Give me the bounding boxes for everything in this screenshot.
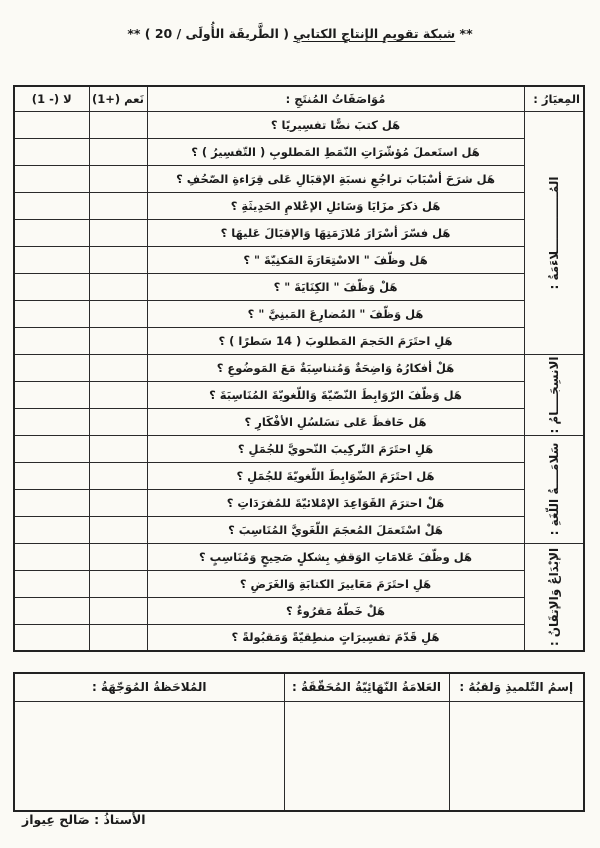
no-cell[interactable] bbox=[14, 435, 89, 462]
criterion-label: سَلامَــــةُ اللّغَةِ : bbox=[546, 442, 561, 536]
remark-label: المُلاحَظةُ المُوَجّهَةُ : bbox=[14, 673, 284, 701]
remark-field[interactable] bbox=[14, 701, 284, 811]
question-cell: هَلِ قَدّمَ تفسِيرَاتٍ منطِقيّةً وَمَقبُولةً ؟ bbox=[147, 624, 524, 651]
table-row bbox=[14, 246, 584, 273]
question-cell: هَلِ احتَرَمَ مَعَاييرَ الكتابَةِ وَالغَرَضِ ؟ bbox=[147, 570, 524, 597]
table-row bbox=[14, 192, 584, 219]
final-mark-field[interactable] bbox=[284, 701, 449, 811]
question-cell: هَل كتبَ نصًّا تفسِيريًا ؟ bbox=[147, 111, 524, 138]
question-cell: هَلِ احتَرَمَ التّركِيبَ النّحويَّ للجُمَلِ ؟ bbox=[147, 435, 524, 462]
no-cell[interactable] bbox=[14, 516, 89, 543]
table-row bbox=[14, 354, 584, 381]
yes-cell[interactable] bbox=[89, 327, 147, 354]
question-cell: هَل فسّرَ أسْرَارَ مُلازَمَتِهَا وَالإقبَالَ عَليهَا ؟ bbox=[147, 219, 524, 246]
table-row bbox=[14, 381, 584, 408]
yes-cell[interactable] bbox=[89, 435, 147, 462]
yes-cell[interactable] bbox=[89, 597, 147, 624]
no-cell[interactable] bbox=[14, 165, 89, 192]
table-row bbox=[14, 624, 584, 651]
table-row bbox=[14, 165, 584, 192]
yes-cell[interactable] bbox=[89, 543, 147, 570]
criterion-cell-coherence bbox=[524, 354, 584, 435]
yes-cell[interactable] bbox=[89, 192, 147, 219]
yes-cell[interactable] bbox=[89, 570, 147, 597]
criterion-cell-creativity bbox=[524, 543, 584, 651]
table-row bbox=[14, 300, 584, 327]
question-cell: هَل حَافظَ عَلى تسَلسُلِ الأفْكَارِ ؟ bbox=[147, 408, 524, 435]
table-row bbox=[14, 327, 584, 354]
criterion-label: المُــــــــــــــلاءَمَةُ : bbox=[546, 175, 561, 290]
question-cell: هَل وَظّفَ " المُضارِعَ المَبنِيَّ " ؟ bbox=[147, 300, 524, 327]
yes-cell[interactable] bbox=[89, 273, 147, 300]
table-row bbox=[14, 516, 584, 543]
no-cell[interactable] bbox=[14, 354, 89, 381]
question-cell: هَلْ وَظّفَ " الكِنَايَةَ " ؟ bbox=[147, 273, 524, 300]
criterion-cell-language bbox=[524, 435, 584, 543]
table-row bbox=[14, 597, 584, 624]
criterion-cell-relevance bbox=[524, 111, 584, 354]
title-suffix: ( الطَّريقَة الأُولَى / 20 ) ** bbox=[127, 26, 294, 41]
question-cell: هَلِ احتَرَمَ الحَجمَ المَطلوبَ ( 14 سَطرًا ) ؟ bbox=[147, 327, 524, 354]
table-row bbox=[14, 543, 584, 570]
student-name-label: إسمُ التّلميذِ وَلقبُهُ : bbox=[449, 673, 584, 701]
yes-cell[interactable] bbox=[89, 516, 147, 543]
criterion-label: الإبْدَاعُ وَالإتقَانُ : bbox=[546, 547, 561, 646]
teacher-signature: الأستاذُ : صَالح عِيواز bbox=[22, 812, 146, 827]
summary-header-row bbox=[14, 673, 584, 701]
question-cell: هَل وظّفَ عَلامَاتِ الوَقفِ بِشكلٍ صَحِيحٍ وَمُنَاسِبٍ ؟ bbox=[147, 543, 524, 570]
question-cell: هَل احتَرَمَ الضّوَابِطَ اللّغويّةَ للجُمَلِ ؟ bbox=[147, 462, 524, 489]
title-stars-right: ** bbox=[455, 26, 473, 41]
question-cell: هَل استَعملَ مُؤشّرَاتِ النّمَطِ المَطلوبِ ( التّفسِيرُ ) ؟ bbox=[147, 138, 524, 165]
table-row bbox=[14, 435, 584, 462]
no-cell[interactable] bbox=[14, 624, 89, 651]
table-row bbox=[14, 138, 584, 165]
no-cell[interactable] bbox=[14, 219, 89, 246]
evaluation-grid-table bbox=[13, 85, 585, 652]
criterion-label: الانسِجَــــامُ : bbox=[546, 355, 561, 434]
student-name-field[interactable] bbox=[449, 701, 584, 811]
yes-cell[interactable] bbox=[89, 138, 147, 165]
no-cell[interactable] bbox=[14, 597, 89, 624]
no-cell[interactable] bbox=[14, 300, 89, 327]
yes-header: نَعم (+1) bbox=[89, 86, 147, 111]
yes-cell[interactable] bbox=[89, 246, 147, 273]
yes-cell[interactable] bbox=[89, 462, 147, 489]
question-cell: هَل ذكرَ مزَايَا وَسَائلِ الإعْلامِ الحَدِيثَةِ ؟ bbox=[147, 192, 524, 219]
summary-table bbox=[13, 672, 585, 812]
page-title bbox=[0, 26, 600, 41]
yes-cell[interactable] bbox=[89, 300, 147, 327]
table-row bbox=[14, 570, 584, 597]
title-main: شبكة تقويمِ الإنتاجِ الكتابيِ bbox=[293, 26, 456, 41]
specs-header: مُوَاصَفَاتُ المُنتَجِ : bbox=[147, 86, 524, 111]
question-cell: هَل شرَحَ أسْبَابَ تراجُعِ نسبَةِ الإقبَالِ عَلى قِرَاءةِ الصّحُفِ ؟ bbox=[147, 165, 524, 192]
table-row bbox=[14, 408, 584, 435]
question-cell: هَلْ خَطّهُ مَقرُوءٌ ؟ bbox=[147, 597, 524, 624]
yes-cell[interactable] bbox=[89, 111, 147, 138]
no-cell[interactable] bbox=[14, 138, 89, 165]
no-cell[interactable] bbox=[14, 111, 89, 138]
no-cell[interactable] bbox=[14, 543, 89, 570]
summary-fill-row bbox=[14, 701, 584, 811]
no-cell[interactable] bbox=[14, 273, 89, 300]
yes-cell[interactable] bbox=[89, 381, 147, 408]
table-row bbox=[14, 111, 584, 138]
yes-cell[interactable] bbox=[89, 219, 147, 246]
final-mark-label: العَلامَةُ النّهَائِيّةُ المُحَقّقَةُ : bbox=[284, 673, 449, 701]
no-header: لا (- 1) bbox=[14, 86, 89, 111]
table-row bbox=[14, 462, 584, 489]
no-cell[interactable] bbox=[14, 192, 89, 219]
question-cell: هَلْ أفكارُهُ وَاضِحَةٌ وَمُتناسِبَةٌ مَعَ المَوضُوعِ ؟ bbox=[147, 354, 524, 381]
table-row bbox=[14, 219, 584, 246]
no-cell[interactable] bbox=[14, 462, 89, 489]
question-cell: هَل وظّفَ " الاسْتِعَارَةَ المَكنِيّةَ " ؟ bbox=[147, 246, 524, 273]
question-cell: هَلْ اسْتَعمَلَ المُعجَمَ اللّغَويَّ المُنَاسِبَ ؟ bbox=[147, 516, 524, 543]
table-row bbox=[14, 489, 584, 516]
yes-cell[interactable] bbox=[89, 408, 147, 435]
yes-cell[interactable] bbox=[89, 489, 147, 516]
no-cell[interactable] bbox=[14, 246, 89, 273]
no-cell[interactable] bbox=[14, 327, 89, 354]
yes-cell[interactable] bbox=[89, 165, 147, 192]
no-cell[interactable] bbox=[14, 489, 89, 516]
no-cell[interactable] bbox=[14, 570, 89, 597]
question-cell: هَل وَظّفَ الرّوَابِطَ النّصّيّةَ وَاللّغويّةَ المُنَاسِبَةَ ؟ bbox=[147, 381, 524, 408]
yes-cell[interactable] bbox=[89, 354, 147, 381]
table-row bbox=[14, 273, 584, 300]
header-row bbox=[14, 86, 584, 111]
yes-cell[interactable] bbox=[89, 624, 147, 651]
criterion-header: المِعيَارُ : bbox=[524, 86, 584, 111]
no-cell[interactable] bbox=[14, 381, 89, 408]
question-cell: هَلْ احترَمَ القَوَاعِدَ الإمْلائيّةَ للمُفرَدَاتِ ؟ bbox=[147, 489, 524, 516]
no-cell[interactable] bbox=[14, 408, 89, 435]
